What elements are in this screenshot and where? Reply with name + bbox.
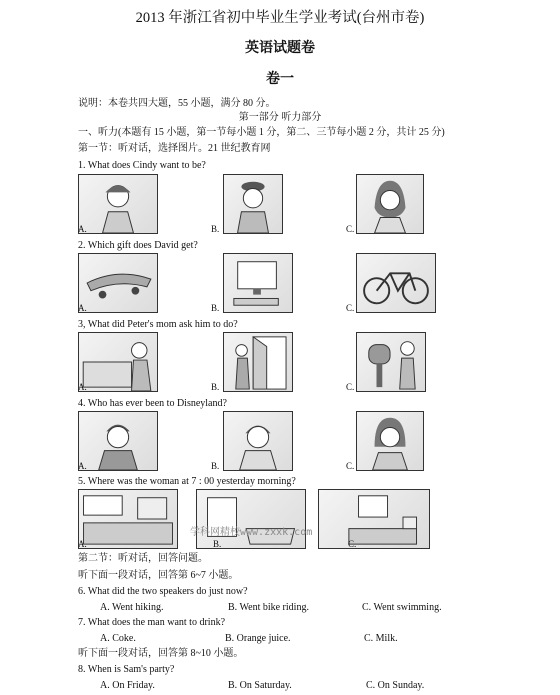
question-6-option-a[interactable]: A. Went hiking.	[100, 602, 164, 613]
option-label: C.	[346, 461, 355, 471]
open-door-icon	[223, 332, 293, 392]
section-1-heading: 一、听力(本题有 15 小题，第一节每小题 1 分，第二、三节每小题 2 分，共计 25 分)	[78, 127, 445, 138]
exam-note: 说明：本卷共四大题，55 小题，满分 80 分。	[78, 98, 276, 109]
girl-portrait-icon	[356, 174, 424, 234]
question-8-option-b[interactable]: B. On Saturday.	[228, 680, 292, 691]
option-label: A.	[78, 382, 87, 392]
question-6-option-b[interactable]: B. Went bike riding.	[228, 602, 309, 613]
option-label: B.	[211, 461, 220, 471]
question-6: 6. What did the two speakers do just now?	[78, 586, 248, 597]
question-5-pictures	[78, 489, 430, 549]
option-label: A.	[78, 224, 87, 234]
mail-letter-icon	[356, 332, 426, 392]
option-label: C.	[346, 382, 355, 392]
subsection-1-heading: 第一节：听对话，选择图片。21 世纪教育网	[78, 143, 271, 154]
volume-title: 卷一	[266, 72, 294, 87]
exam-title: 2013 年浙江省初中毕业生学业考试(台州市卷)	[135, 10, 425, 26]
question-8-option-c[interactable]: C. On Sunday.	[366, 680, 425, 691]
part-title: 第一部分 听力部分	[238, 112, 322, 123]
girl-portrait-icon	[356, 411, 424, 471]
option-label: B.	[211, 224, 220, 234]
boy-portrait-icon	[223, 411, 293, 471]
question-2: 2. Which gift does David get?	[78, 240, 198, 251]
option-label: B.	[213, 539, 222, 549]
option-label: A.	[78, 303, 87, 313]
instruction-8-10: 听下面一段对话，回答第 8~10 小题。	[78, 648, 244, 659]
question-5: 5. Where was the woman at 7 : 00 yesterday morning?	[78, 476, 296, 487]
bicycle-icon	[356, 253, 436, 313]
question-7-option-c[interactable]: C. Milk.	[364, 633, 398, 644]
skateboard-icon	[78, 253, 158, 313]
question-8-option-a[interactable]: A. On Friday.	[100, 680, 155, 691]
instruction-6-7: 听下面一段对话，回答第 6~7 小题。	[78, 570, 239, 581]
stewardess-icon	[78, 174, 158, 234]
question-7: 7. What does the man want to drink?	[78, 617, 226, 628]
question-7-option-b[interactable]: B. Orange juice.	[225, 633, 291, 644]
exam-subtitle: 英语试题卷	[245, 41, 315, 56]
option-label: C.	[348, 539, 357, 549]
option-label: B.	[211, 303, 220, 313]
option-label: C.	[346, 224, 355, 234]
question-4: 4. Who has ever been to Disneyland?	[78, 398, 227, 409]
man-portrait-icon	[78, 411, 158, 471]
subsection-2-heading: 第二节：听对话，回答问题。	[78, 553, 208, 564]
washing-dishes-icon	[78, 332, 158, 392]
option-label: B.	[211, 382, 220, 392]
option-label: A.	[78, 539, 87, 549]
question-6-option-c[interactable]: C. Went swimming.	[362, 602, 442, 613]
option-label: A.	[78, 461, 87, 471]
computer-icon	[223, 253, 293, 313]
question-1: 1. What does Cindy want to be?	[78, 160, 206, 171]
option-label: C.	[346, 303, 355, 313]
police-officer-icon	[223, 174, 283, 234]
watermark: 学科网精校www.zxxk.com	[190, 527, 313, 538]
question-8: 8. When is Sam's party?	[78, 664, 175, 675]
question-3: 3, What did Peter's mom ask him to do?	[78, 319, 238, 330]
question-7-option-a[interactable]: A. Coke.	[100, 633, 136, 644]
kitchen-icon	[78, 489, 178, 549]
bedroom-icon	[318, 489, 430, 549]
